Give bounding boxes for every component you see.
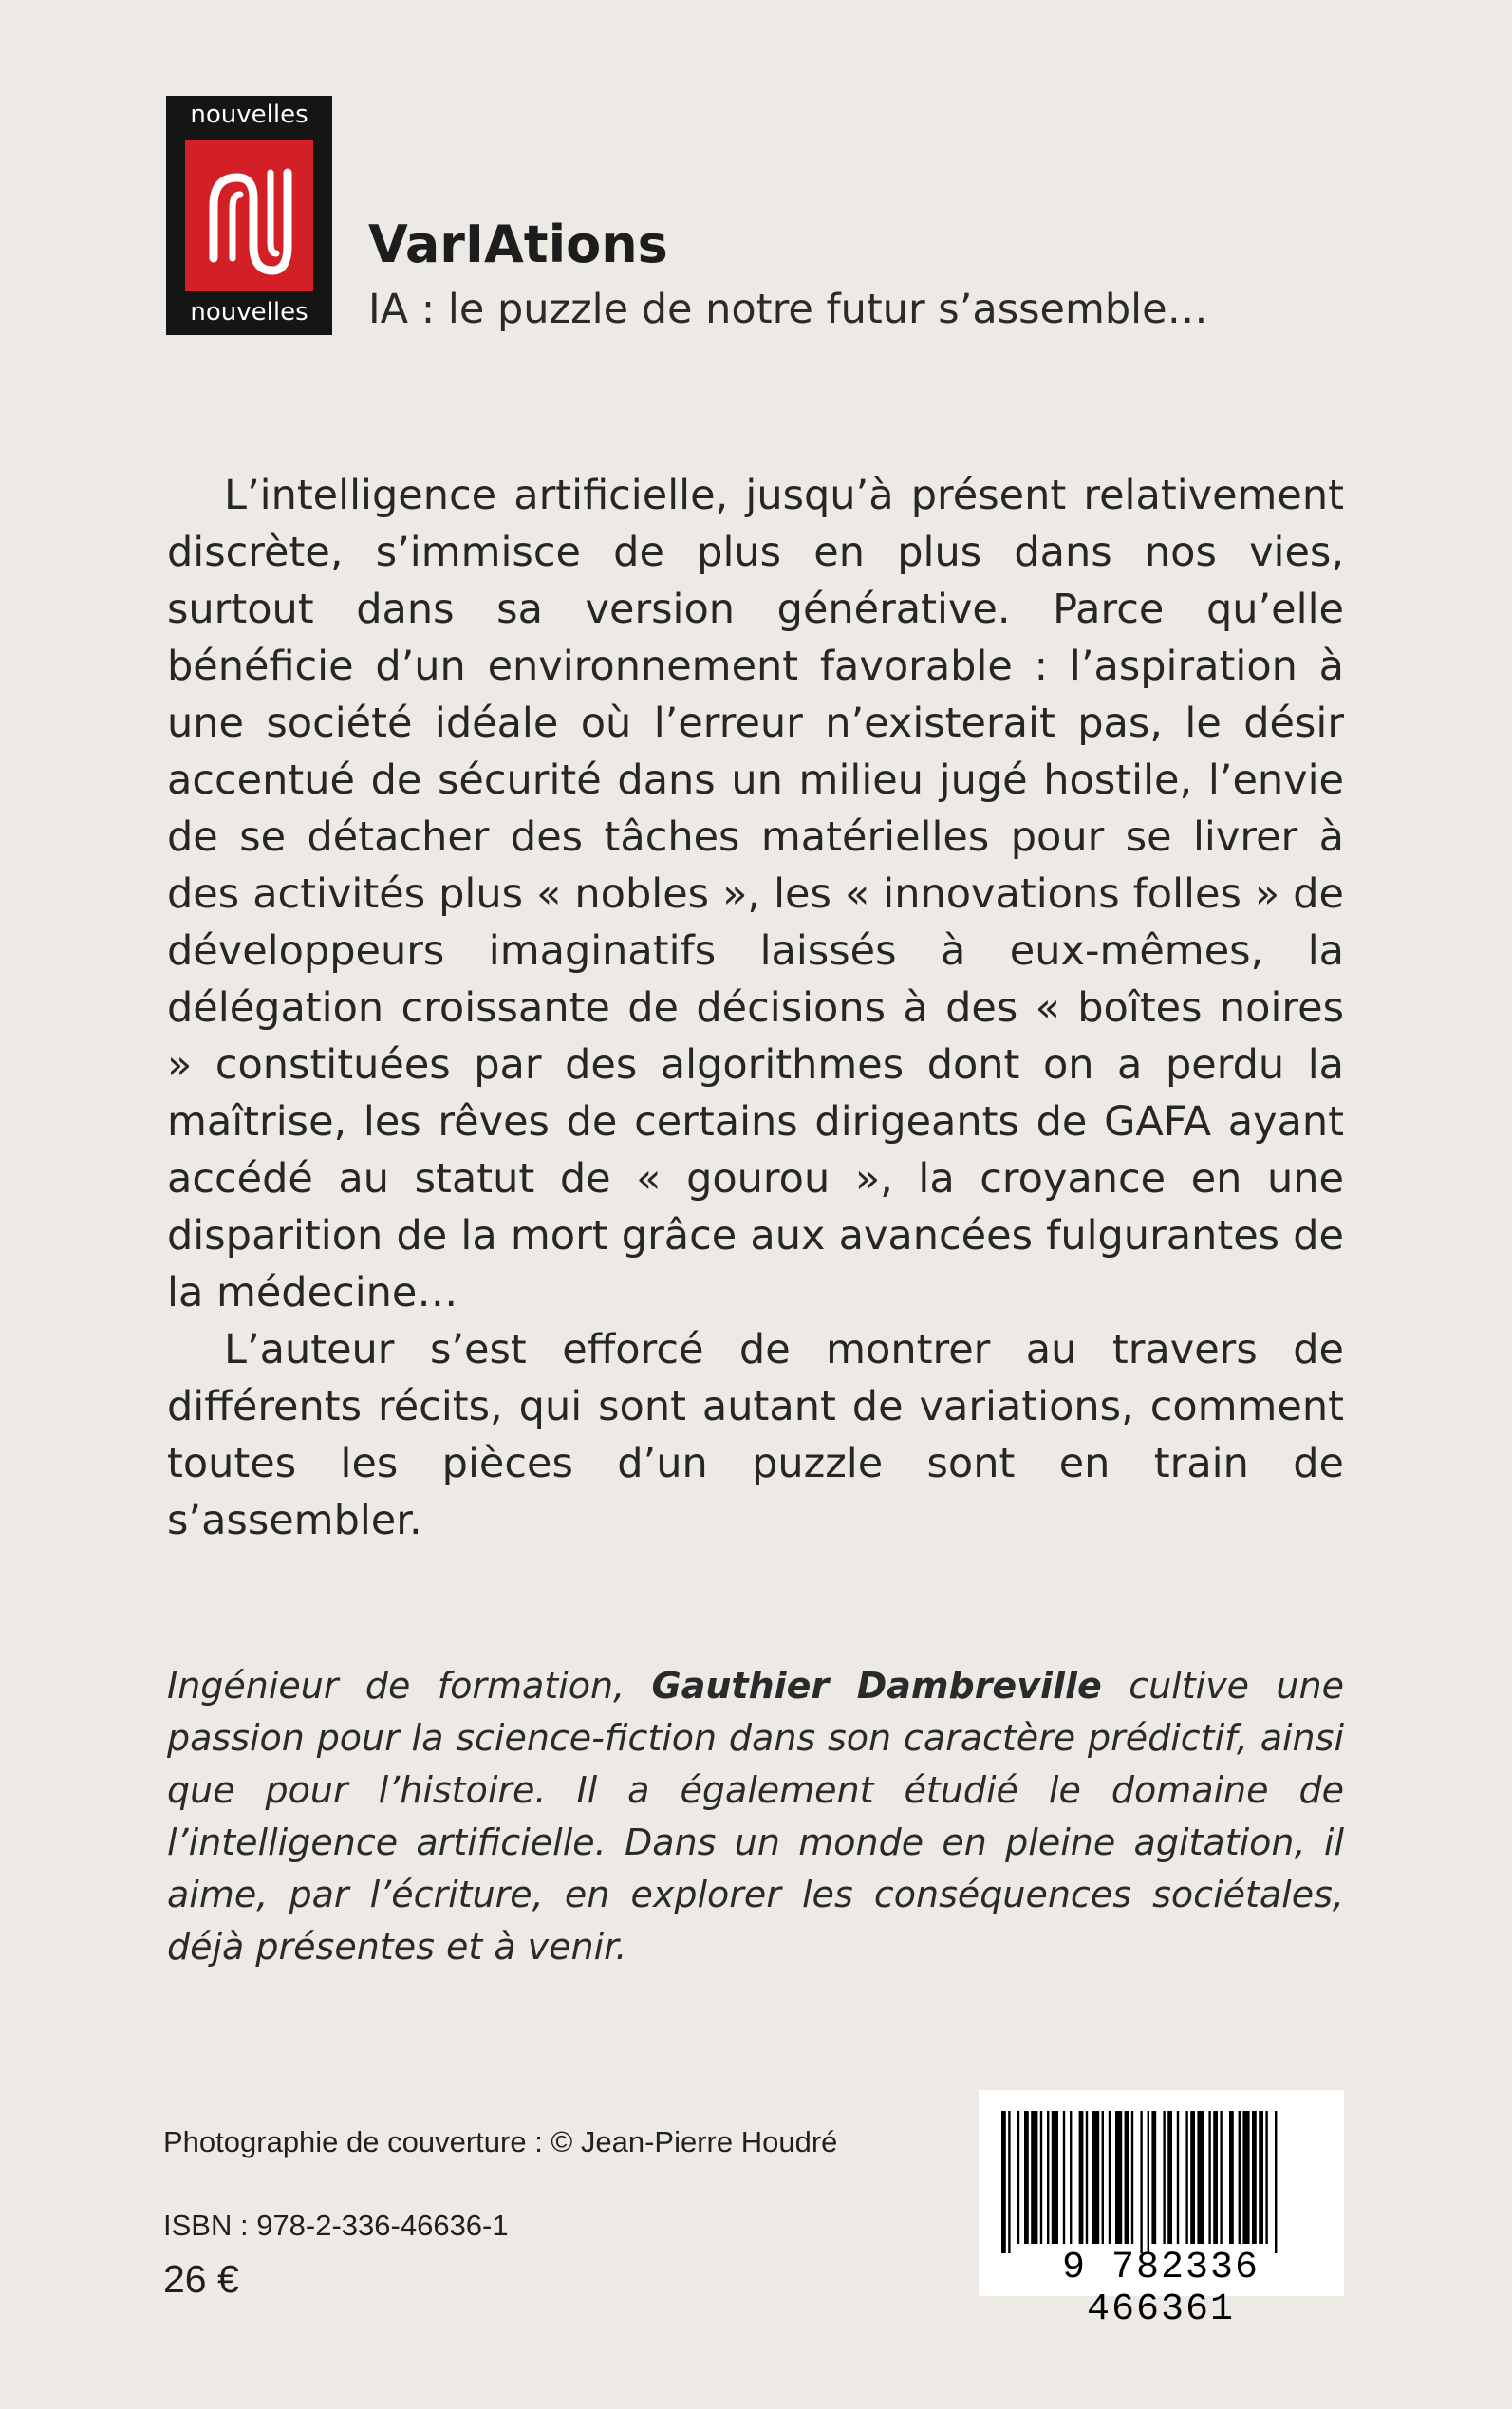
author-bio	[167, 1660, 1344, 1973]
barcode-bar	[1092, 2111, 1099, 2244]
barcode-bar	[1229, 2111, 1234, 2244]
barcode-bar	[1151, 2111, 1156, 2244]
logo-mark	[185, 140, 313, 291]
barcode-bar	[1109, 2111, 1111, 2244]
nu-monogram-icon	[185, 140, 313, 291]
barcode-bar	[1040, 2111, 1042, 2244]
barcode-bar	[1163, 2111, 1165, 2244]
logo-bottom-text: nouvelles	[190, 298, 308, 327]
barcode-bar	[1220, 2111, 1222, 2244]
barcode-bar	[1197, 2111, 1204, 2244]
barcode-bar	[1259, 2111, 1263, 2244]
barcode-bar	[1242, 2111, 1249, 2244]
barcode-bar	[1265, 2111, 1267, 2244]
barcode-digits: 9 782336 466361	[1061, 2247, 1260, 2331]
barcode-bar	[1008, 2111, 1010, 2253]
barcode-bar	[1047, 2111, 1049, 2244]
barcode-bar	[1167, 2111, 1172, 2244]
barcode-bar	[1148, 2111, 1149, 2253]
barcode-bar	[1125, 2111, 1129, 2244]
publisher-logo	[166, 96, 332, 335]
summary-paragraph: L’intelligence artificielle, jusqu’à présent relativement discrète, s’immisce de plus en plus dans nos vies, surtout dans sa version générative. Parce qu’elle bénéficie d’un environnement favorable : l’aspiration à une société idéale où l’erreur n’existerait pas, le désir accentué de sécurité dans un milieu jugé hostile, l’envie de se détacher des tâches matérielles pour se livrer à des activités plus « nobles », les « innovations folles » de développeurs imaginatifs laissés à eux-mêmes, la délégation croissante de décisions à des « boîtes noires » constituées par des algorithmes dont on a perdu la maîtrise, les rêves de certains dirigeants de GAFA ayant accédé au statut de « gourou », la croyance en une disparition de la mort grâce aux avancées fulgurantes de la médecine…	[167, 472, 1344, 1317]
barcode-bar	[1086, 2111, 1088, 2244]
author-name: Gauthier Dambreville	[651, 1665, 1102, 1707]
barcode-bar	[1140, 2111, 1142, 2253]
isbn: ISBN : 978-2-336-46636-1	[163, 2209, 509, 2242]
barcode-bar	[1239, 2111, 1241, 2244]
barcode-bar	[1177, 2111, 1179, 2244]
summary-text	[167, 467, 1344, 1549]
barcode-bar	[1213, 2111, 1218, 2244]
barcode-bar	[1208, 2111, 1210, 2244]
barcode-bar	[1017, 2111, 1019, 2244]
barcode-bar	[1070, 2111, 1072, 2244]
barcode-bar	[1190, 2111, 1195, 2244]
book-subtitle: IA : le puzzle de notre futur s’assemble…	[368, 286, 1208, 333]
barcode-bar	[1185, 2111, 1187, 2244]
logo-top-text: nouvelles	[190, 101, 308, 129]
barcode	[979, 2090, 1344, 2331]
barcode-bar	[1063, 2111, 1065, 2244]
photo-credit: Photographie de couverture : © Jean-Pierre Houdré	[163, 2125, 838, 2158]
barcode-bar	[1024, 2111, 1029, 2244]
barcode-bar	[1252, 2111, 1257, 2244]
barcode-bar	[1079, 2111, 1084, 2244]
barcode-bar	[1031, 2111, 1037, 2244]
barcode-bar	[1131, 2111, 1133, 2244]
summary-paragraph: L’auteur s’est efforcé de montrer au travers de différents récits, qui sont autant de variations, comment toutes les pièces d’un puzzle sont en train de s’assembler.	[167, 1326, 1344, 1544]
barcode-bar	[1115, 2111, 1122, 2244]
barcode-bar	[1102, 2111, 1104, 2244]
barcode-bar	[1052, 2111, 1058, 2244]
price: 26 €	[163, 2257, 239, 2301]
bio-intro: Ingénieur de formation,	[167, 1665, 652, 1707]
barcode-bar	[1001, 2111, 1006, 2253]
barcode-bar	[1275, 2111, 1277, 2253]
book-title: VarIAtions	[368, 215, 668, 274]
bio-rest: cultive une passion pour la science-fiction dans son caractère prédictif, ainsi que pour l’histoire. Il a également étudié le domaine de l’intelligence artificielle. Dans un monde en pleine agitation, il aime, par l’écriture, en explorer les conséquences sociétales, déjà présentes et à venir.	[167, 1665, 1344, 1968]
